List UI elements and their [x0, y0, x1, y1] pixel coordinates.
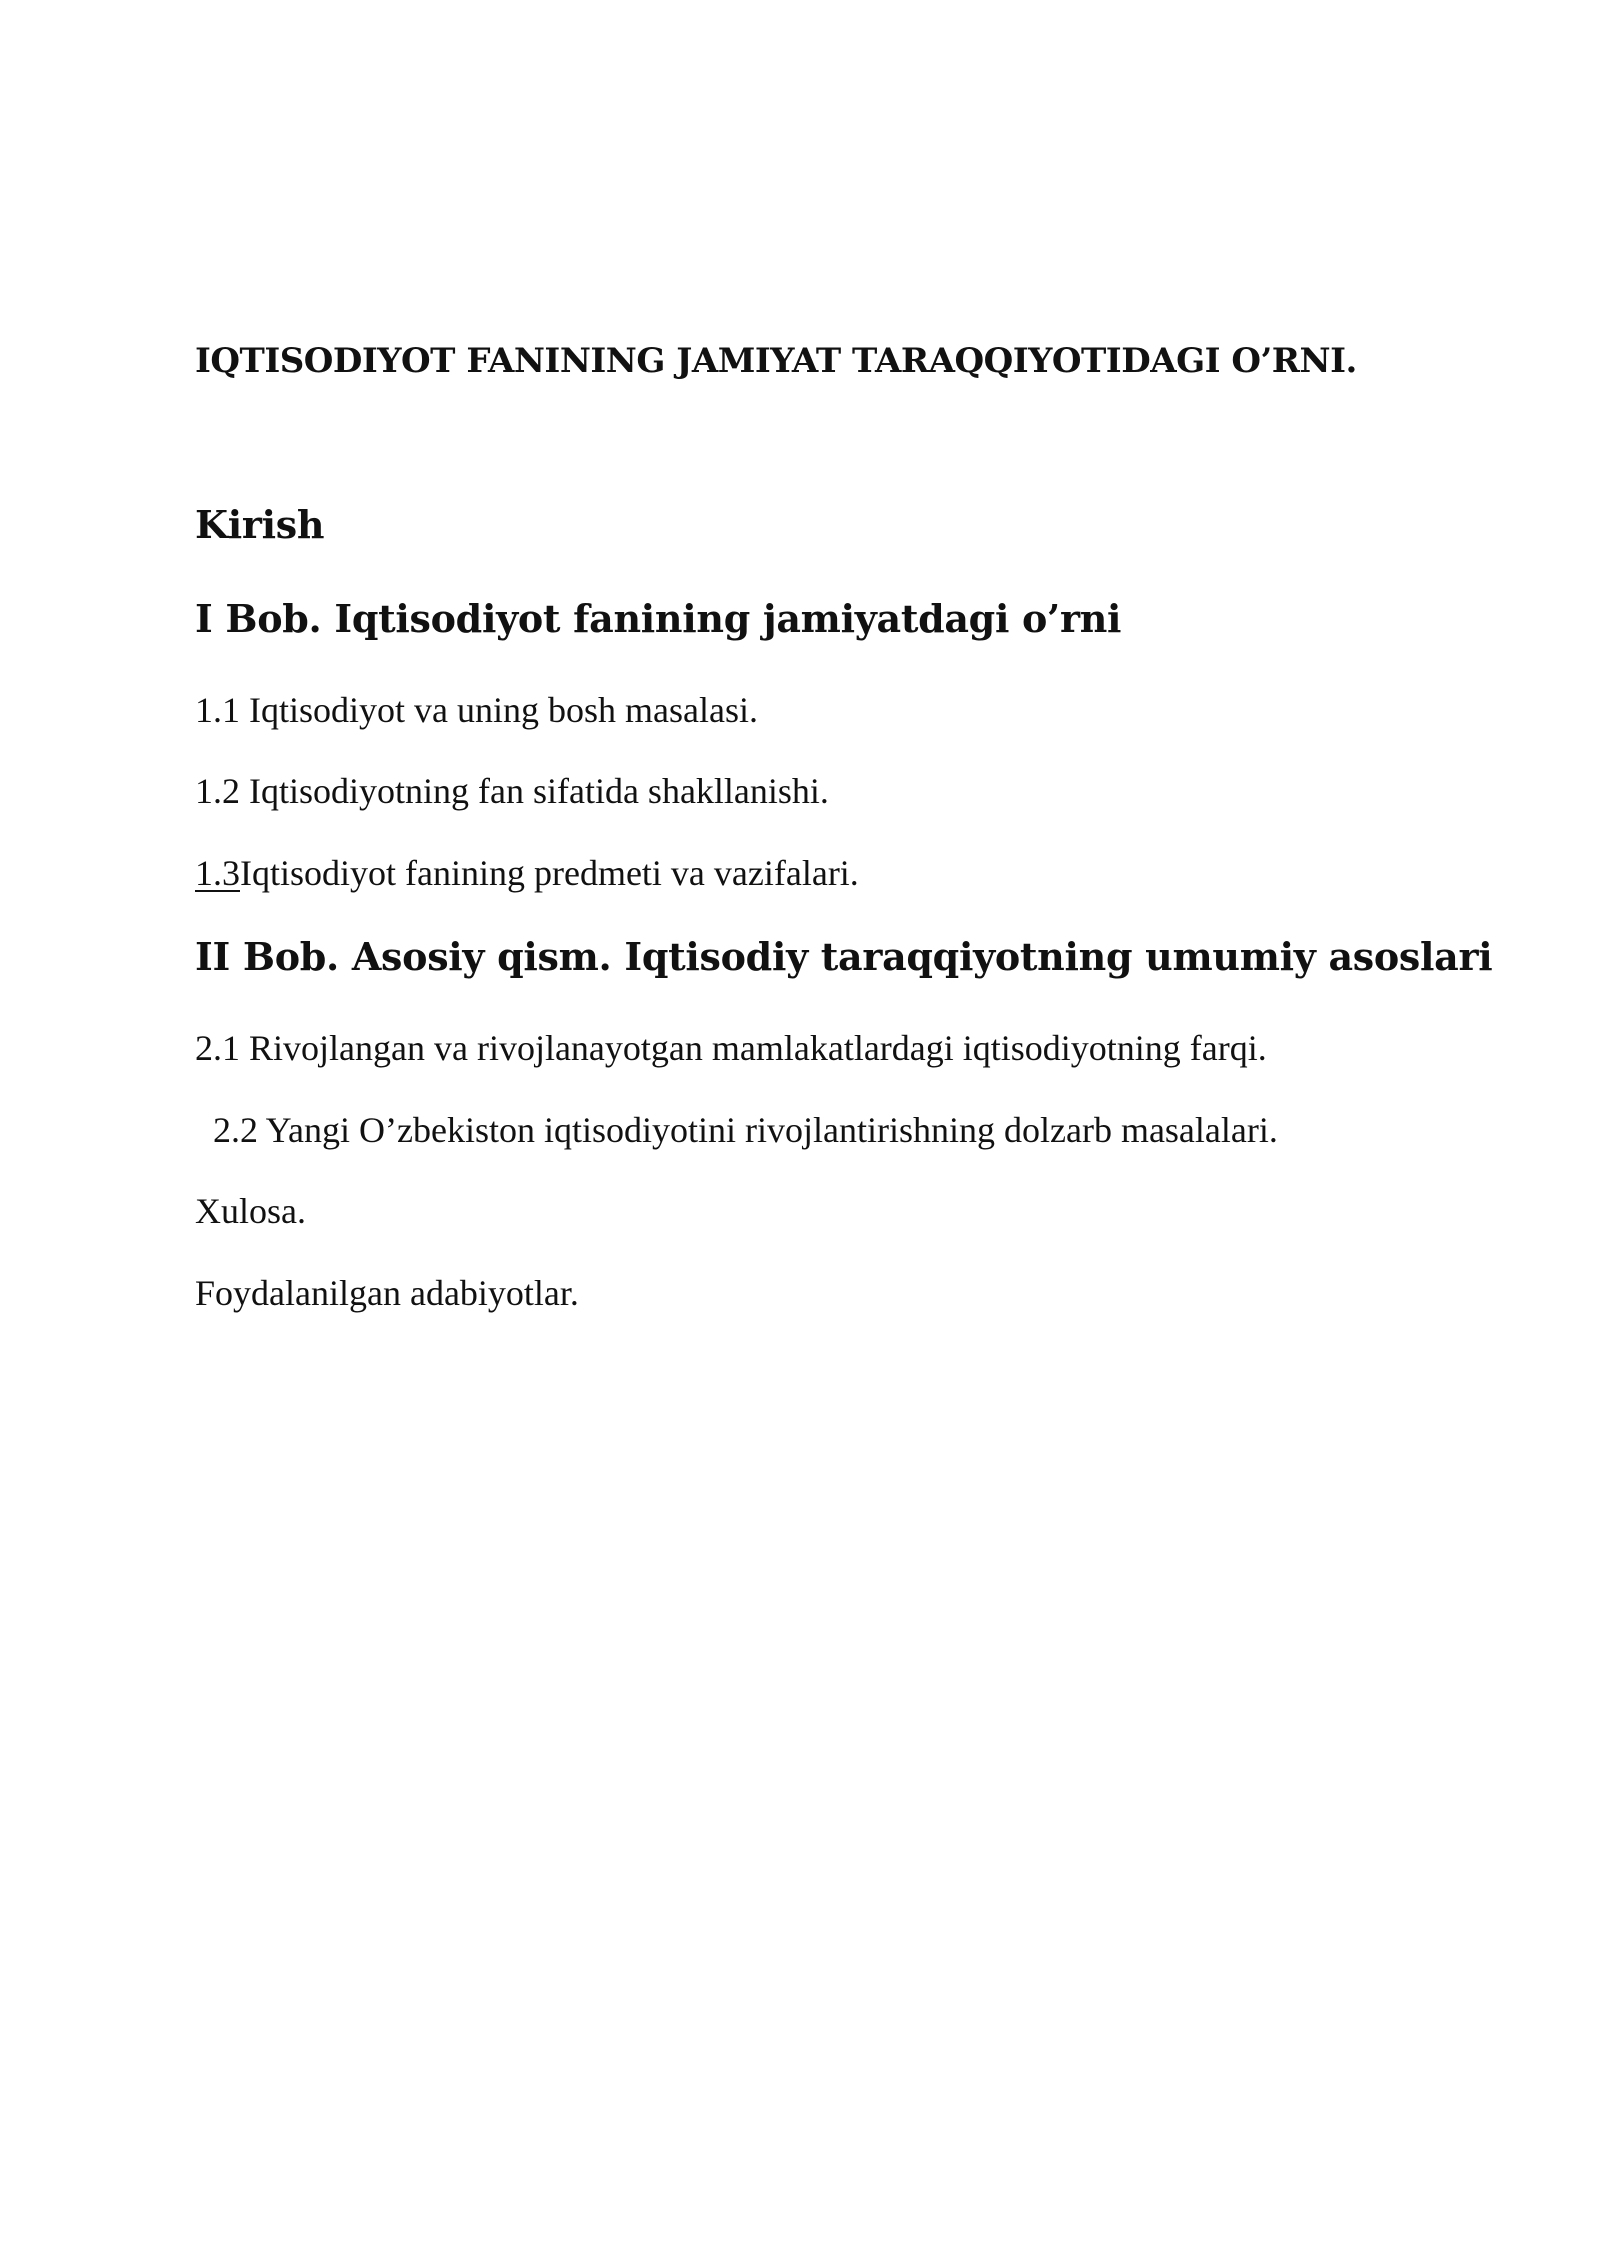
toc-item-text: Iqtisodiyot va uning bosh masalasi. — [240, 690, 758, 730]
toc-item-1-3 — [195, 855, 859, 891]
toc-item-number: 1.1 — [195, 690, 240, 730]
toc-references: Foydalanilgan adabiyotlar. — [195, 1273, 579, 1313]
toc-item-number: 1.2 — [195, 771, 240, 811]
toc-item-text: Iqtisodiyotning fan sifatida shakllanishi. — [240, 771, 829, 811]
toc-chapter-1-heading: I Bob. Iqtisodiyot fanining jamiyatdagi o’rni — [195, 596, 1122, 641]
toc-item-text: Iqtisodiyot fanining predmeti va vazifalari. — [240, 853, 859, 893]
document-title: IQTISODIYOT FANINING JAMIYAT TARAQQIYOTIDAGI O’RNI. — [195, 341, 1357, 381]
toc-item-text: Yangi O’zbekiston iqtisodiyotini rivojlantirishning dolzarb masalalari. — [258, 1110, 1278, 1150]
toc-conclusion: Xulosa. — [195, 1191, 306, 1231]
toc-item-number: 2.1 — [195, 1028, 240, 1068]
toc-item-1-2 — [195, 773, 829, 809]
toc-intro: Kirish — [195, 502, 325, 547]
toc-item-number: 2.2 — [213, 1110, 258, 1150]
toc-item-2-1 — [195, 1030, 1267, 1066]
toc-item-2-2 — [213, 1112, 1278, 1148]
toc-item-1-1 — [195, 692, 758, 728]
toc-item-number: 1.3 — [195, 853, 240, 893]
toc-item-text: Rivojlangan va rivojlanayotgan mamlakatlardagi iqtisodiyotning farqi. — [240, 1028, 1267, 1068]
toc-chapter-2-heading: II Bob. Asosiy qism. Iqtisodiy taraqqiyotning umumiy asoslari — [195, 934, 1493, 979]
